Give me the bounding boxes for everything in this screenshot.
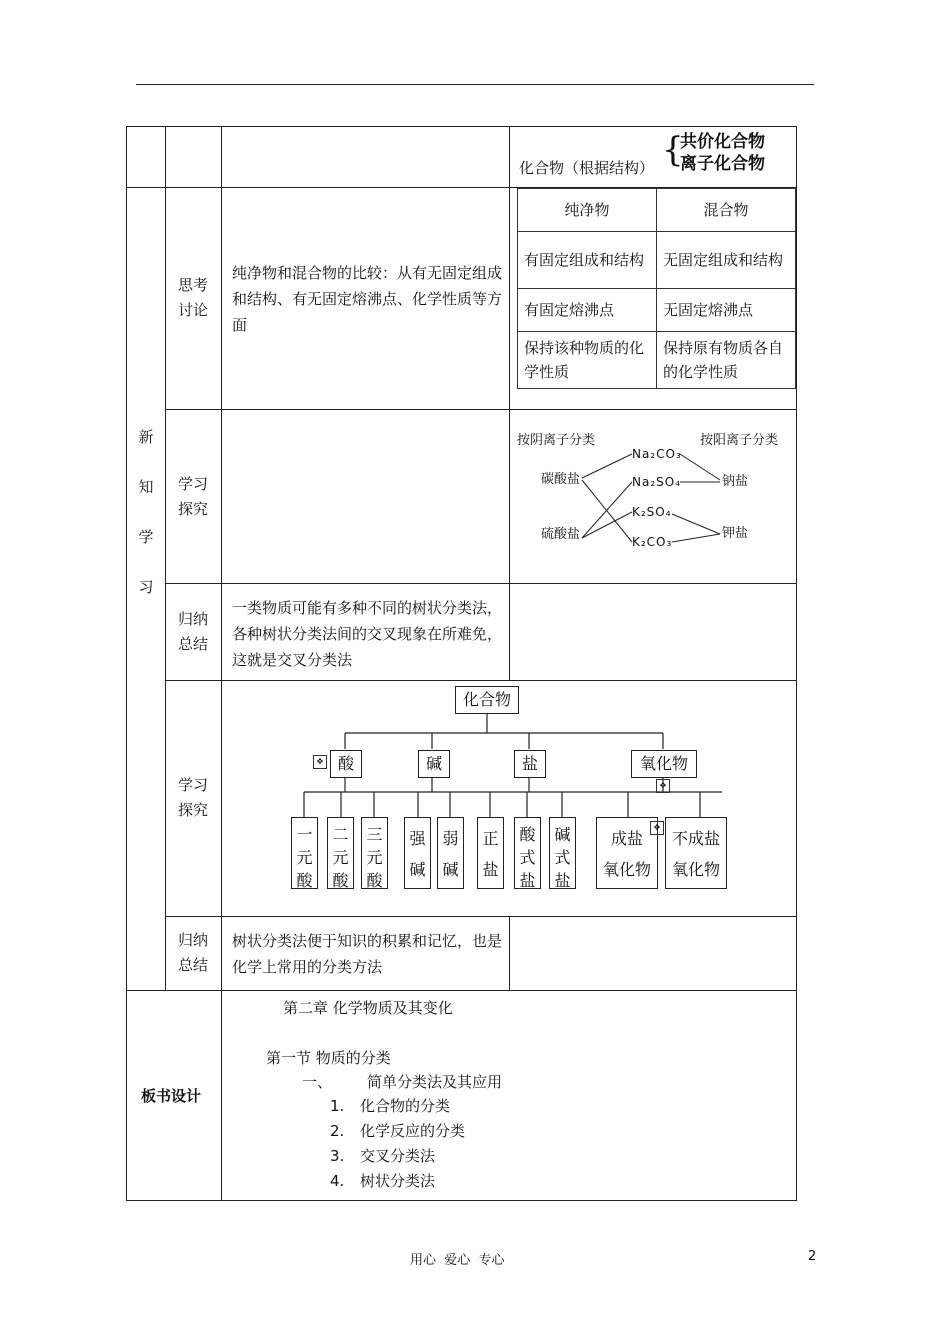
explore-label-2: 学习 探究 <box>178 776 209 819</box>
anchor-icon: ✥ <box>656 779 670 793</box>
page-number: 2 <box>808 1249 817 1264</box>
tree-node-oxide: 氧化物 <box>631 750 697 778</box>
header-rule <box>136 84 814 85</box>
tree-leaf-acid-salt: 酸 式 盐 <box>514 817 541 889</box>
discussion-text: 纯净物和混合物的比较：从有无固定组成和结构、有无固定熔沸点、化学性质等方面 <box>232 264 503 334</box>
table-cell: 有固定组成和结构 <box>518 232 657 289</box>
summary-text-1: 一类物质可能有多种不同的树状分类法，各种树状分类法间的交叉现象在所难免，这就是交叉分类法 <box>232 599 503 669</box>
anchor-icon: ✥ <box>313 755 327 769</box>
board-subsection: 简单分类法及其应用 <box>367 1073 503 1091</box>
compound-by-structure-label: 化合物（根据结构） <box>519 159 655 177</box>
list-item: 3. 交叉分类法 <box>330 1147 436 1165</box>
sulfate-label: 硫酸盐 <box>541 527 581 542</box>
na2so4-label: Na₂SO₄ <box>632 475 682 489</box>
by-cation-label: 按阳离子分类 <box>700 433 779 448</box>
tree-leaf-strong-base: 强 碱 <box>404 817 431 889</box>
tree-root-compound: 化合物 <box>455 686 519 714</box>
board-item-list <box>330 1094 465 1194</box>
footer-motto: 用心 爱心 专心 <box>410 1253 505 1268</box>
board-chapter: 第二章 化学物质及其变化 <box>283 999 453 1017</box>
ionic-compound: 离子化合物 <box>680 154 765 174</box>
tree-leaf-triprotic-acid: 三 元 酸 <box>361 817 388 889</box>
carbonate-label: 碳酸盐 <box>541 472 581 487</box>
header-pure: 纯净物 <box>518 189 657 232</box>
list-item: 4. 树状分类法 <box>330 1172 436 1190</box>
summary-label-1: 归纳 总结 <box>178 610 209 653</box>
k2so4-label: K₂SO₄ <box>632 505 672 519</box>
table-cell: 保持原有物质各自的化学性质 <box>657 332 796 389</box>
pure-vs-mixture-table <box>517 188 796 389</box>
board-subsection-number: 一、 <box>302 1073 333 1091</box>
na2co3-label: Na₂CO₃ <box>632 447 682 461</box>
tree-leaf-diprotic-acid: 二 元 酸 <box>327 817 354 889</box>
by-anion-label: 按阴离子分类 <box>517 433 596 448</box>
section-label-new-knowledge: 新 知 学 习 <box>138 428 154 596</box>
table-cell: 无固定熔沸点 <box>657 289 796 332</box>
tree-node-acid: 酸 <box>330 750 362 778</box>
brace-icon: { <box>662 130 684 170</box>
tree-leaf-salt-forming-oxide: 成盐 氧化物 <box>596 817 658 889</box>
table-cell: 保持该种物质的化学性质 <box>518 332 657 389</box>
summary-text-2: 树状分类法便于知识的积累和记忆，也是化学上常用的分类方法 <box>232 932 503 976</box>
board-section: 第一节 物质的分类 <box>266 1049 391 1067</box>
k2co3-label: K₂CO₃ <box>632 535 673 549</box>
covalent-compound: 共价化合物 <box>680 132 765 152</box>
anchor-icon: ✥ <box>650 821 664 835</box>
explore-label-1: 学习 探究 <box>178 475 209 518</box>
tree-leaf-non-salt-forming-oxide: 不成盐 氧化物 <box>665 817 727 889</box>
tree-leaf-basic-salt: 碱 式 盐 <box>549 817 576 889</box>
board-design-label: 板书设计 <box>141 1087 202 1105</box>
tree-node-salt: 盐 <box>514 750 546 778</box>
list-item: 1. 化合物的分类 <box>330 1097 451 1115</box>
tree-node-base: 碱 <box>418 750 450 778</box>
header-mixture: 混合物 <box>657 189 796 232</box>
summary-label-2: 归纳 总结 <box>178 931 209 974</box>
potassium-salt-label: 钾盐 <box>722 526 749 541</box>
tree-leaf-normal-salt: 正 盐 <box>477 817 504 889</box>
table-cell: 无固定组成和结构 <box>657 232 796 289</box>
sodium-salt-label: 钠盐 <box>722 474 749 489</box>
tree-leaf-monoprotic-acid: 一 元 酸 <box>291 817 318 889</box>
list-item: 2. 化学反应的分类 <box>330 1122 466 1140</box>
tree-leaf-weak-base: 弱 碱 <box>437 817 464 889</box>
table-cell: 有固定熔沸点 <box>518 289 657 332</box>
discussion-label: 思考 讨论 <box>178 276 209 319</box>
